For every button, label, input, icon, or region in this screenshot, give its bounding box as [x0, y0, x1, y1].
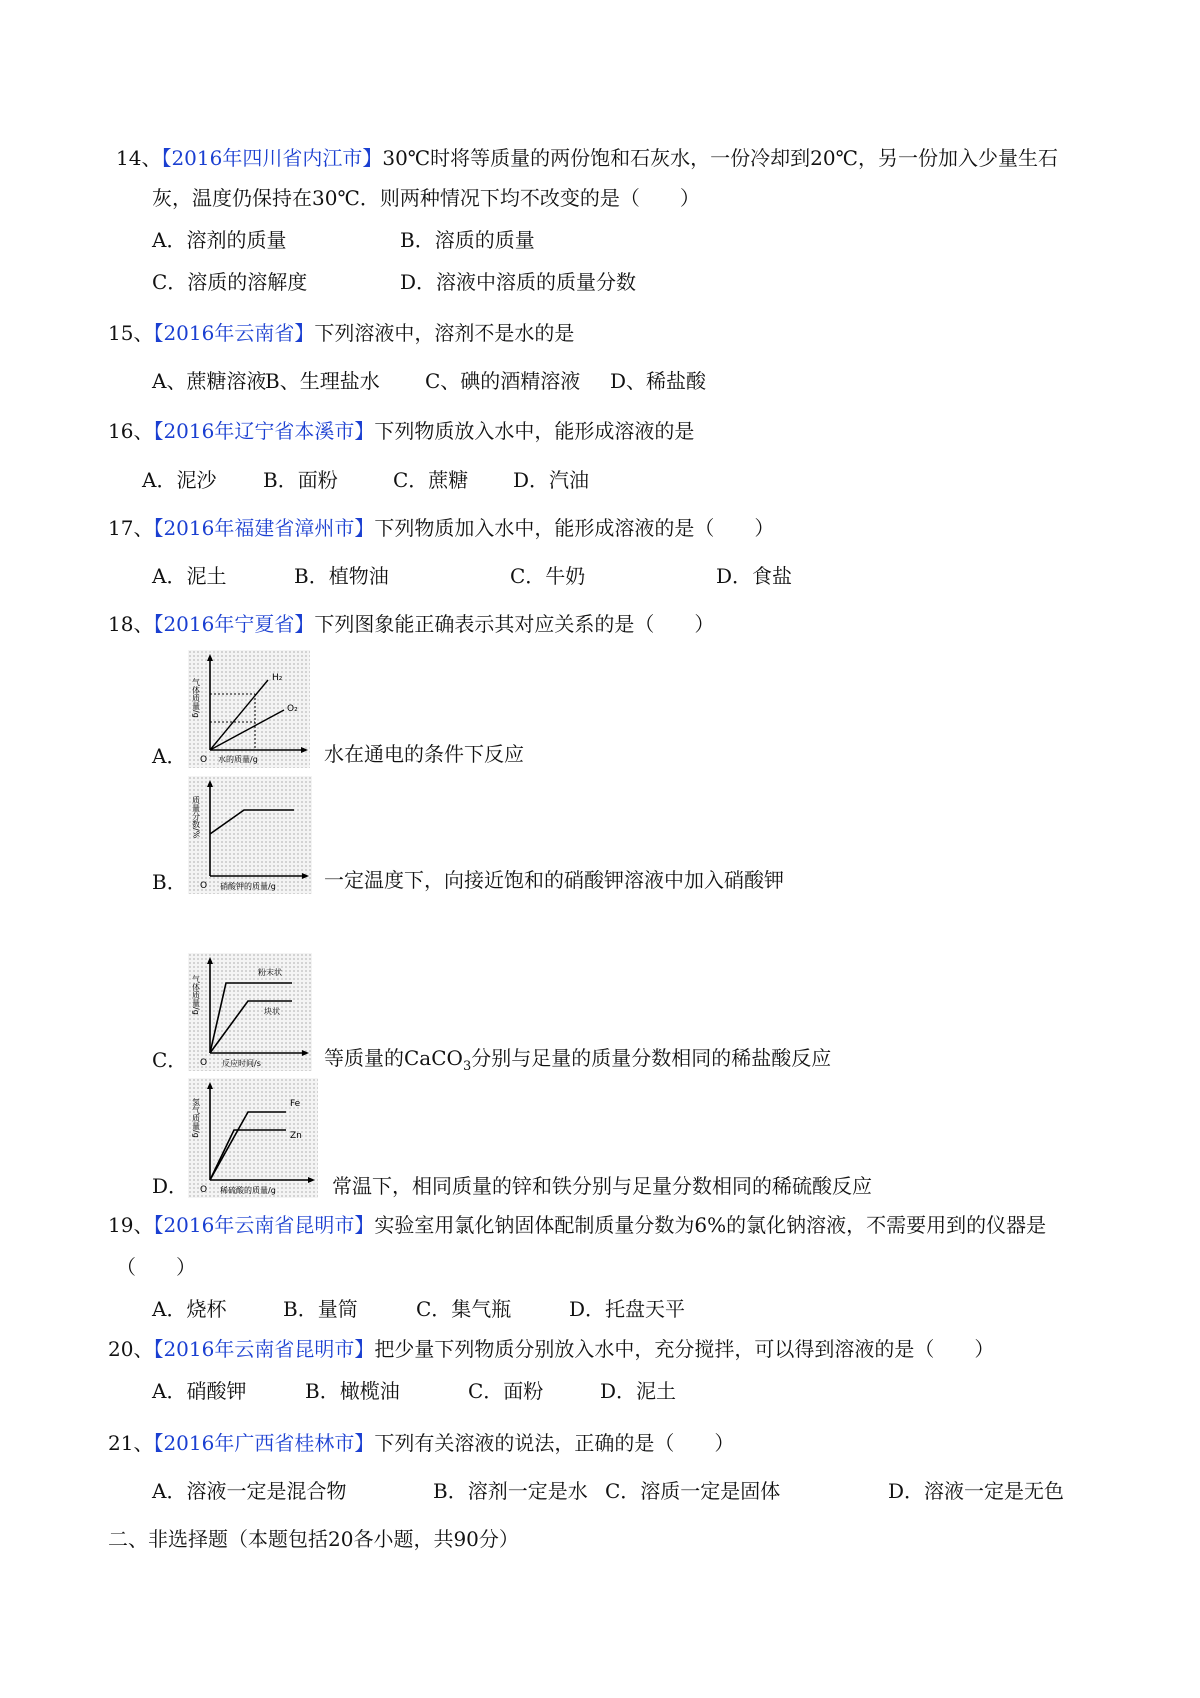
q18-option-c-letter: C． — [152, 1048, 188, 1072]
q15-option-a: A、蔗糖溶液 — [152, 369, 267, 393]
q18-option-d-letter: D． — [152, 1174, 189, 1198]
q16-option-b: B．面粉 — [263, 468, 338, 492]
q19-option-c: C．集气瓶 — [416, 1297, 512, 1321]
q19-option-b: B．量筒 — [283, 1297, 358, 1321]
q17-option-a: A．泥土 — [152, 564, 227, 588]
q17-option-c: C．牛奶 — [510, 564, 586, 588]
q14-option-c: C．溶质的溶解度 — [152, 270, 308, 294]
q18-option-a-letter: A． — [152, 744, 187, 768]
q14-number: 14、 — [116, 146, 162, 170]
q15-option-d: D、稀盐酸 — [610, 369, 707, 393]
q15-option-b: B、生理盐水 — [265, 369, 380, 393]
q21-stem: 21、【2016年广西省桂林市】下列有关溶液的说法，正确的是（ ） — [108, 1431, 735, 1455]
q16-source: 【2016年辽宁省本溪市】 — [153, 419, 375, 443]
q17-option-d: D．食盐 — [716, 564, 793, 588]
q14-option-a: A．溶剂的质量 — [152, 228, 287, 252]
graph-b-ylabel: 质量分数/% — [191, 796, 201, 839]
q21-option-d: D．溶液一定是无色 — [888, 1479, 1065, 1503]
q19-option-d: D．托盘天平 — [569, 1297, 686, 1321]
graph-a-ylabel: 气体质量/g — [191, 678, 201, 718]
graph-c-ylabel: 气体质量/g — [191, 975, 201, 1015]
graph-d-origin: O — [200, 1185, 208, 1195]
q16-option-c: C．蔗糖 — [393, 468, 469, 492]
q16-option-d: D．汽油 — [513, 468, 590, 492]
q16-stem: 16、【2016年辽宁省本溪市】下列物质放入水中，能形成溶液的是 — [108, 419, 695, 443]
q19-source: 【2016年云南省昆明市】 — [153, 1213, 375, 1237]
graph-b-origin: O — [200, 881, 208, 891]
q14-stem: 14、【2016年四川省内江市】30℃时将等质量的两份饱和石灰水，一份冷却到20℃，另一份加入少量生石 — [116, 146, 1059, 170]
q16-option-a: A．泥沙 — [142, 468, 217, 492]
q20-option-d: D．泥土 — [600, 1379, 677, 1403]
q14-option-d: D．溶液中溶质的质量分数 — [400, 270, 637, 294]
q18-stem: 18、【2016年宁夏省】下列图象能正确表示其对应关系的是（ ） — [108, 612, 715, 636]
q15-option-c: C、碘的酒精溶液 — [425, 369, 581, 393]
q21-option-a: A．溶液一定是混合物 — [152, 1479, 347, 1503]
q19-stem-continued: （ ） — [116, 1255, 196, 1279]
graph-d-line-zn: Zn — [290, 1131, 302, 1141]
q18-source: 【2016年宁夏省】 — [153, 612, 315, 636]
graph-c-line-block: 块状 — [264, 1007, 280, 1016]
q17-stem: 17、【2016年福建省漳州市】下列物质加入水中，能形成溶液的是（ ） — [108, 516, 775, 540]
q18-option-c-text: 等质量的CaCO$_3$分别与足量的质量分数相同的稀盐酸反应 — [324, 1046, 832, 1074]
q20-option-b: B．橄榄油 — [305, 1379, 400, 1403]
graph-c-line-powder: 粉末状 — [258, 968, 282, 977]
graph-a-xlabel: 水的质量/g — [218, 755, 258, 764]
q14-source: 【2016年四川省内江市】 — [161, 146, 383, 170]
q20-option-c: C．面粉 — [468, 1379, 544, 1403]
q17-source: 【2016年福建省漳州市】 — [153, 516, 375, 540]
q20-source: 【2016年云南省昆明市】 — [153, 1337, 375, 1361]
q18-option-b-letter: B． — [152, 870, 187, 894]
graph-b — [188, 776, 312, 894]
q21-source: 【2016年广西省桂林市】 — [153, 1431, 375, 1455]
q15-source: 【2016年云南省】 — [153, 321, 315, 345]
q18-option-d-text: 常温下，相同质量的锌和铁分别与足量分数相同的稀硫酸反应 — [332, 1174, 872, 1198]
graph-d-line-fe: Fe — [290, 1099, 301, 1109]
q19-stem: 19、【2016年云南省昆明市】实验室用氯化钠固体配制质量分数为6%的氯化钠溶液，不需要用到的仪器是 — [108, 1213, 1047, 1237]
graph-d-xlabel: 稀硫酸的质量/g — [220, 1186, 276, 1195]
graph-a-line-h2: H₂ — [272, 673, 283, 683]
q17-option-b: B．植物油 — [294, 564, 389, 588]
section-2-heading: 二、非选择题（本题包括20各小题，共90分） — [108, 1527, 519, 1551]
graph-c-origin: O — [200, 1058, 208, 1068]
q15-stem: 15、【2016年云南省】下列溶液中，溶剂不是水的是 — [108, 321, 575, 345]
graph-b-xlabel: 硝酸钾的质量/g — [220, 882, 276, 891]
q20-stem: 20、【2016年云南省昆明市】把少量下列物质分别放入水中，充分搅拌，可以得到溶液的是（ ） — [108, 1337, 995, 1361]
q19-option-a: A．烧杯 — [152, 1297, 227, 1321]
q21-option-b: B．溶剂一定是水 — [433, 1479, 588, 1503]
graph-a — [188, 650, 310, 768]
graph-a-line-o2: O₂ — [287, 704, 298, 714]
graph-a-origin: O — [200, 755, 208, 765]
q14-option-b: B．溶质的质量 — [400, 228, 535, 252]
q14-stem-continued: 灰，温度仍保持在30℃．则两种情况下均不改变的是（ ） — [152, 186, 700, 210]
q18-option-b-text: 一定温度下，向接近饱和的硝酸钾溶液中加入硝酸钾 — [324, 868, 784, 892]
graph-d-ylabel: 氢气质量/g — [191, 1098, 201, 1138]
q18-option-a-text: 水在通电的条件下反应 — [324, 742, 524, 766]
graph-d — [188, 1078, 318, 1198]
q20-option-a: A．硝酸钾 — [152, 1379, 247, 1403]
graph-c-xlabel: 反应时间/s — [222, 1059, 261, 1068]
q21-option-c: C．溶质一定是固体 — [605, 1479, 781, 1503]
graph-c — [188, 953, 312, 1071]
